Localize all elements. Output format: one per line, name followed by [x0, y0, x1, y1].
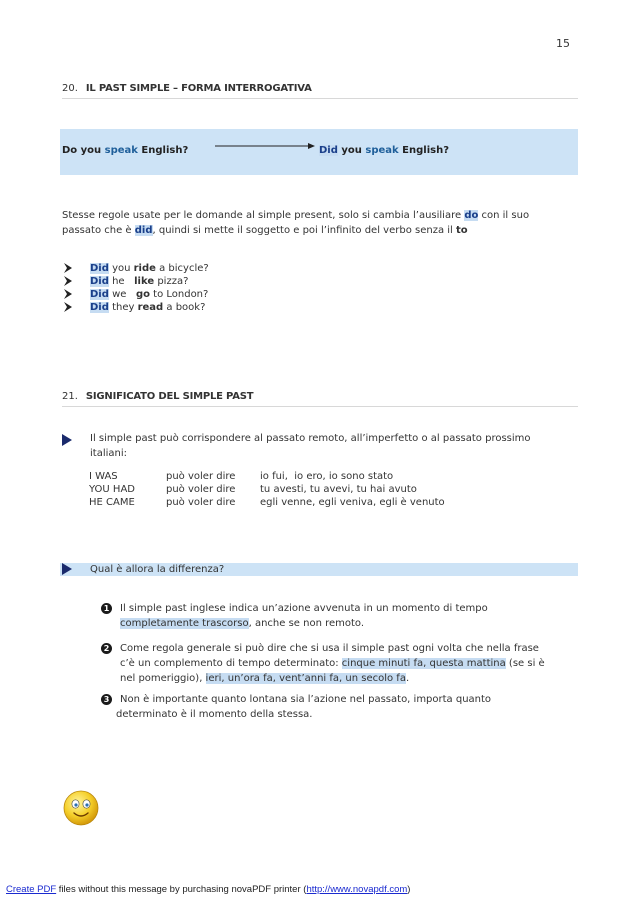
list-item: Did they read a book?	[90, 301, 209, 314]
rule-line-2: passato che è did, quindi si mette il soggetto e poi l’infinito del verbo senza il to	[62, 225, 468, 236]
intro-paragraph: Il simple past può corrispondere al passato remoto, all’imperfetto o al passato prossimo italiani:	[90, 433, 531, 459]
page-number: 15	[556, 37, 570, 50]
number-3-icon: 3	[101, 694, 112, 705]
triangle-right-icon	[62, 434, 72, 446]
meaning-table	[89, 470, 445, 509]
chevron-right-icon	[63, 275, 73, 287]
banner-present-question: Do you speak English?	[62, 145, 189, 156]
point-1: 1 Il simple past inglese indica un’azione avvenuta in un momento di tempo completamente trascorso, anche se non remoto.	[101, 601, 581, 631]
triangle-right-icon	[62, 563, 72, 575]
point-2: 2 Come regola generale si può dire che si usa il simple past ogni volta che nella frase c’è un complemento di tempo determinato: cinque minuti fa, questa mattina (se si è nel pomeriggio), ieri, un’ora fa, vent’anni fa, un secolo fa.	[101, 641, 591, 686]
table-row: I WAS può voler dire io fui, io ero, io sono stato	[89, 471, 394, 482]
list-item: Did we go to London?	[90, 288, 209, 301]
list-item: Did you ride a bicycle?	[90, 262, 209, 275]
arrow-right-icon	[215, 141, 315, 151]
table-row: YOU HAD può voler dire tu avesti, tu avevi, tu hai avuto	[89, 484, 417, 495]
smiley-face-icon	[63, 790, 99, 826]
rule-paragraph	[62, 208, 582, 238]
chevron-right-icon	[63, 262, 73, 274]
novapdf-link[interactable]: http://www.novapdf.com	[306, 884, 408, 895]
banner-past-question: Did you speak English?	[319, 145, 449, 156]
create-pdf-link[interactable]: Create PDF	[6, 884, 57, 895]
section-20-heading	[62, 83, 578, 99]
chevron-right-icon	[63, 301, 73, 313]
point-3: 3 Non è importante quanto lontana sia l’azione nel passato, importa quanto determinato è il momento della stessa.	[101, 692, 581, 722]
section-title: SIGNIFICATO DEL SIMPLE PAST	[85, 391, 254, 402]
footer-notice: Create PDF files without this message by purchasing novaPDF printer (http://www.novapdf.com)	[6, 884, 411, 895]
question-text: Qual è allora la differenza?	[90, 564, 225, 575]
list-item: Did he like pizza?	[90, 275, 209, 288]
rule-line-1: Stesse regole usate per le domande al simple present, solo si cambia l’ausiliare do con il suo	[62, 210, 530, 221]
number-2-icon: 2	[101, 643, 112, 654]
section-21-heading	[62, 391, 578, 407]
example-list	[90, 262, 209, 314]
section-number: 20.	[62, 83, 78, 94]
section-number: 21.	[62, 391, 78, 402]
section-title: IL PAST SIMPLE – FORMA INTERROGATIVA	[85, 83, 312, 94]
table-row: HE CAME può voler dire egli venne, egli veniva, egli è venuto	[89, 497, 445, 508]
number-1-icon: 1	[101, 603, 112, 614]
chevron-right-icon	[63, 288, 73, 300]
